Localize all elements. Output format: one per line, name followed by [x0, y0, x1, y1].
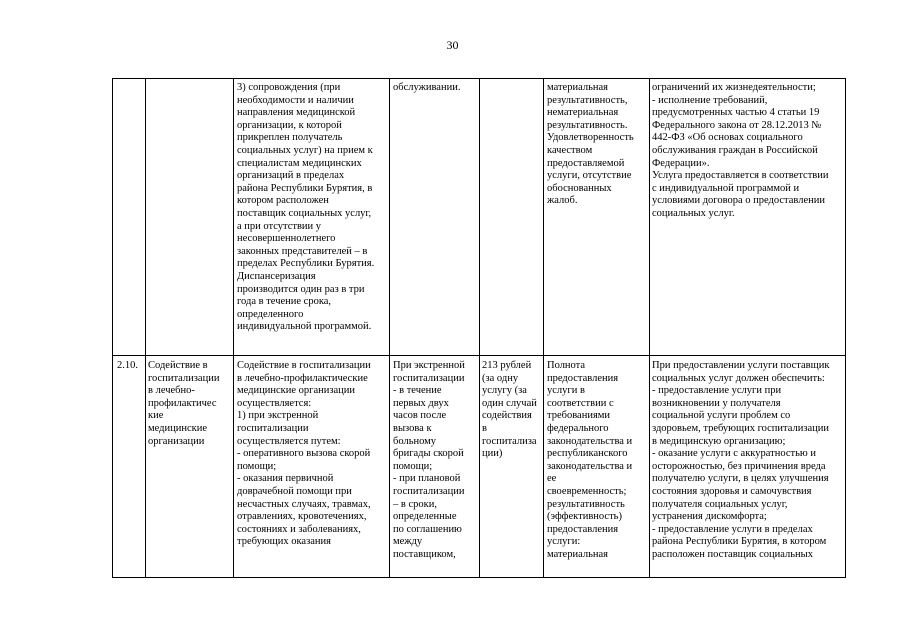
column-divider	[145, 79, 146, 577]
row-2-10-number: 2.10.	[117, 360, 138, 371]
row-continued-conditions: ограничений их жизнедеятельности; - исполнение требований, предусмотренных частью 4 статьи 19 Федерального закона от 28.12.2013 № 442-ФЗ «Об основах социального обслуживания граждан в Российской Федерации». Услуга предоставляется в соответствии с индивидуальной программой и условиями договора о предоставлении социальных услуг.	[652, 82, 829, 219]
row-2-10-quality-indicators: Полнота предоставления услуги в соответствии с требованиями федерального законодательства и республиканского законодательства и ее своевременность; результативность (эффективность) предоставления услуги: материальная	[547, 360, 633, 560]
row-2-10-tariff: 213 рублей (за одну услугу (за один случай содействия в госпитализа ции)	[482, 360, 537, 460]
row-continued-delivery-terms: обслуживании.	[393, 82, 461, 93]
row-2-10-service-content: Содействие в госпитализации в лечебно-профилактические медицинские организации осуществляется: 1) при экстренной госпитализации осуществляется путем: - оперативного вызова скорой помощи; - оказания первичной доврачебной помощи при несчастных случаях, травмах, отравлениях, кровотечениях, состояниях и заболеваниях, требующих оказания	[237, 360, 371, 548]
row-continued-quality-indicators: материальная результативность, нематериальная результативность. Удовлетворенность качеством предоставляемой услуги, отсутствие обоснованных жалоб.	[547, 82, 634, 207]
page-number: 30	[446, 38, 459, 52]
column-divider	[479, 79, 480, 577]
column-divider	[233, 79, 234, 577]
row-2-10-conditions: При предоставлении услуги поставщик социальных услуг должен обеспечить: - предоставление услуги при возникновении у получателя социальной услуги проблем со здоровьем, требующих госпитализации в медицинскую организацию; - оказание услуги с аккуратностью и осторожностью, без причинения вреда получателю услуги, в целях улучшения состояния здоровья и самочувствия получателя социальных услуг, устранения дискомфорта; - предоставление услуги в пределах района Республики Бурятия, в котором расположен поставщик социальных	[652, 360, 830, 560]
column-divider	[649, 79, 650, 577]
row-2-10-service-name: Содействие в госпитализации в лечебно- профилактичес кие медицинские организации	[148, 360, 220, 447]
column-divider	[389, 79, 390, 577]
row-continued-service-content: 3) сопровождения (при необходимости и наличии направления медицинской организации, к которой прикреплен получатель социальных услуг) на прием к специалистам медицинских организаций в пределах района Республики Бурятия, в котором расположен поставщик социальных услуг, а при отсутствии у несовершеннолетнего законных представителей – в пределах Республики Бурятия. Диспансеризация производится один раз в три года в течение срока, определенного индивидуальной программой.	[237, 82, 375, 333]
row-2-10-delivery-terms: При экстренной госпитализации - в течение первых двух часов после вызова к больному бригады скорой помощи; - при плановой госпитализации – в сроки, определенные по соглашению между поставщиком,	[393, 360, 465, 560]
services-table	[112, 78, 846, 578]
column-divider	[543, 79, 544, 577]
